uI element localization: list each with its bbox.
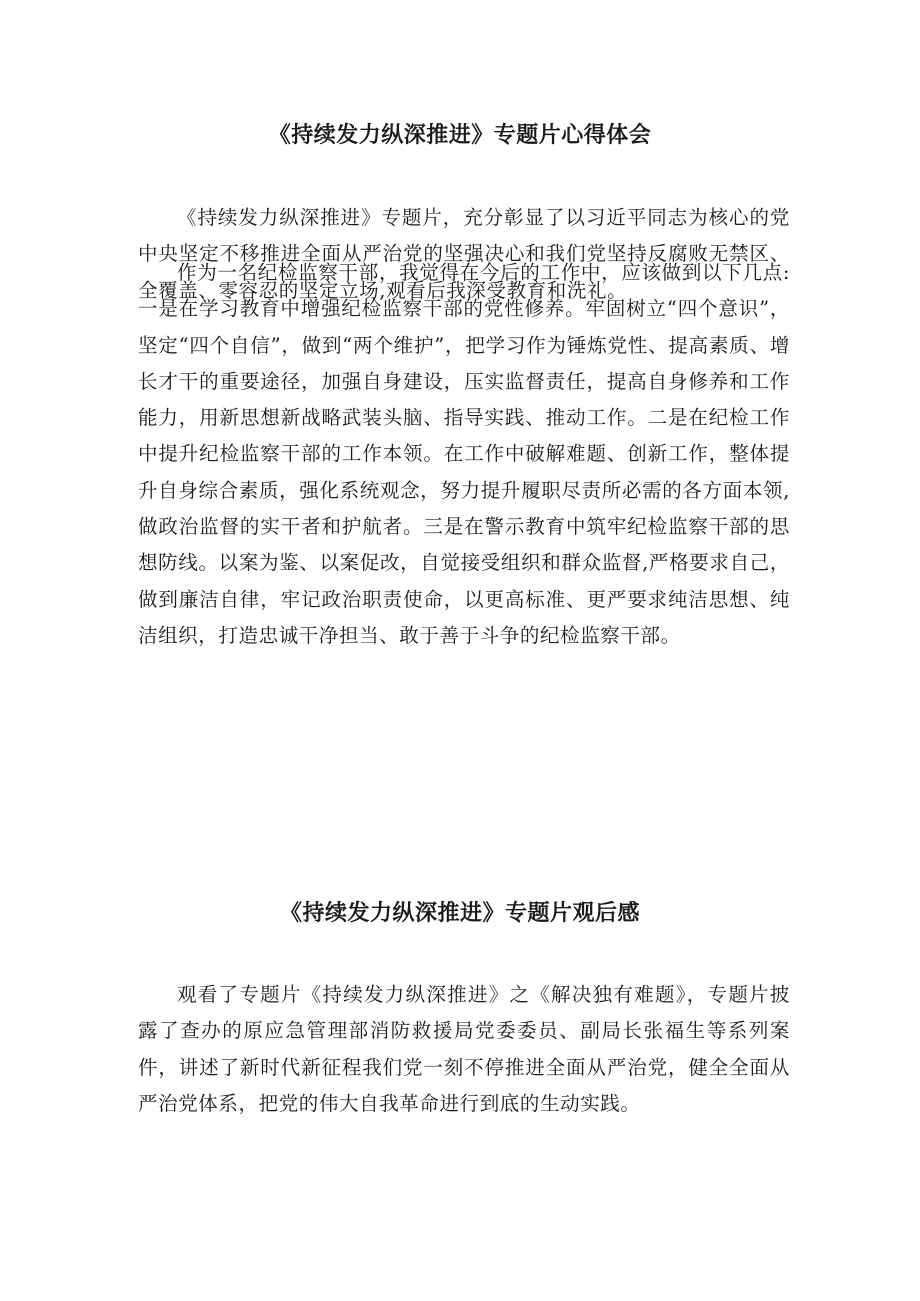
section-2-paragraph-1: 观看了专题片《持续发力纵深推进》之《解决独有难题》，专题片披露了查办的原应急管理部消防救援局党委委员、副局长张福生等系列案件，讲述了新时代新征程我们党一刻不停推进全面从严治党，健全全面从严治党体系，把党的伟大自我革命进行到底的生动实践。 [138, 983, 790, 1115]
section-1-paragraph-1: 《持续发力纵深推进》专题片，充分彰显了以习近平同志为核心的党中央坚定不移推进全面从严治党的坚强决心和我们党坚持反腐败无禁区、全覆盖、零容忍的坚定立场,观看后我深受教育和洗礼。 [138, 206, 790, 302]
section-1-title: 《持续发力纵深推进》专题片心得体会 [268, 123, 652, 148]
section-1-paragraph-2: 作为一名纪检监察干部，我觉得在今后的工作中，应该做到以下几点:一是在学习教育中增强纪检监察干部的党性修养。牢固树立“四个意识”，坚定“四个自信”，做到“两个维护”，把学习作为锤炼党性、提高素质、增长才干的重要途径，加强自身建设，压实监督责任，提高自身修养和工作能力，用新思想新战略武装头脑、指导实践、推动工作。二是在纪检工作中提升纪检监察干部的工作本领。在工作中破解难题、创新工作，整体提升自身综合素质，强化系统观念，努力提升履职尽责所必需的各方面本领,做政治监督的实干者和护航者。三是在警示教育中筑牢纪检监察干部的思想防线。以案为鉴、以案促改，自觉接受组织和群众监督,严格要求自己，做到廉洁自律，牢记政治职责使命，以更高标准、更严要求纯洁思想、纯洁组织，打造忠诚干净担当、敢于善于斗争的纪检监察干部。 [138, 261, 790, 647]
section-2-title: 《持续发力纵深推进》专题片观后感 [279, 901, 640, 926]
